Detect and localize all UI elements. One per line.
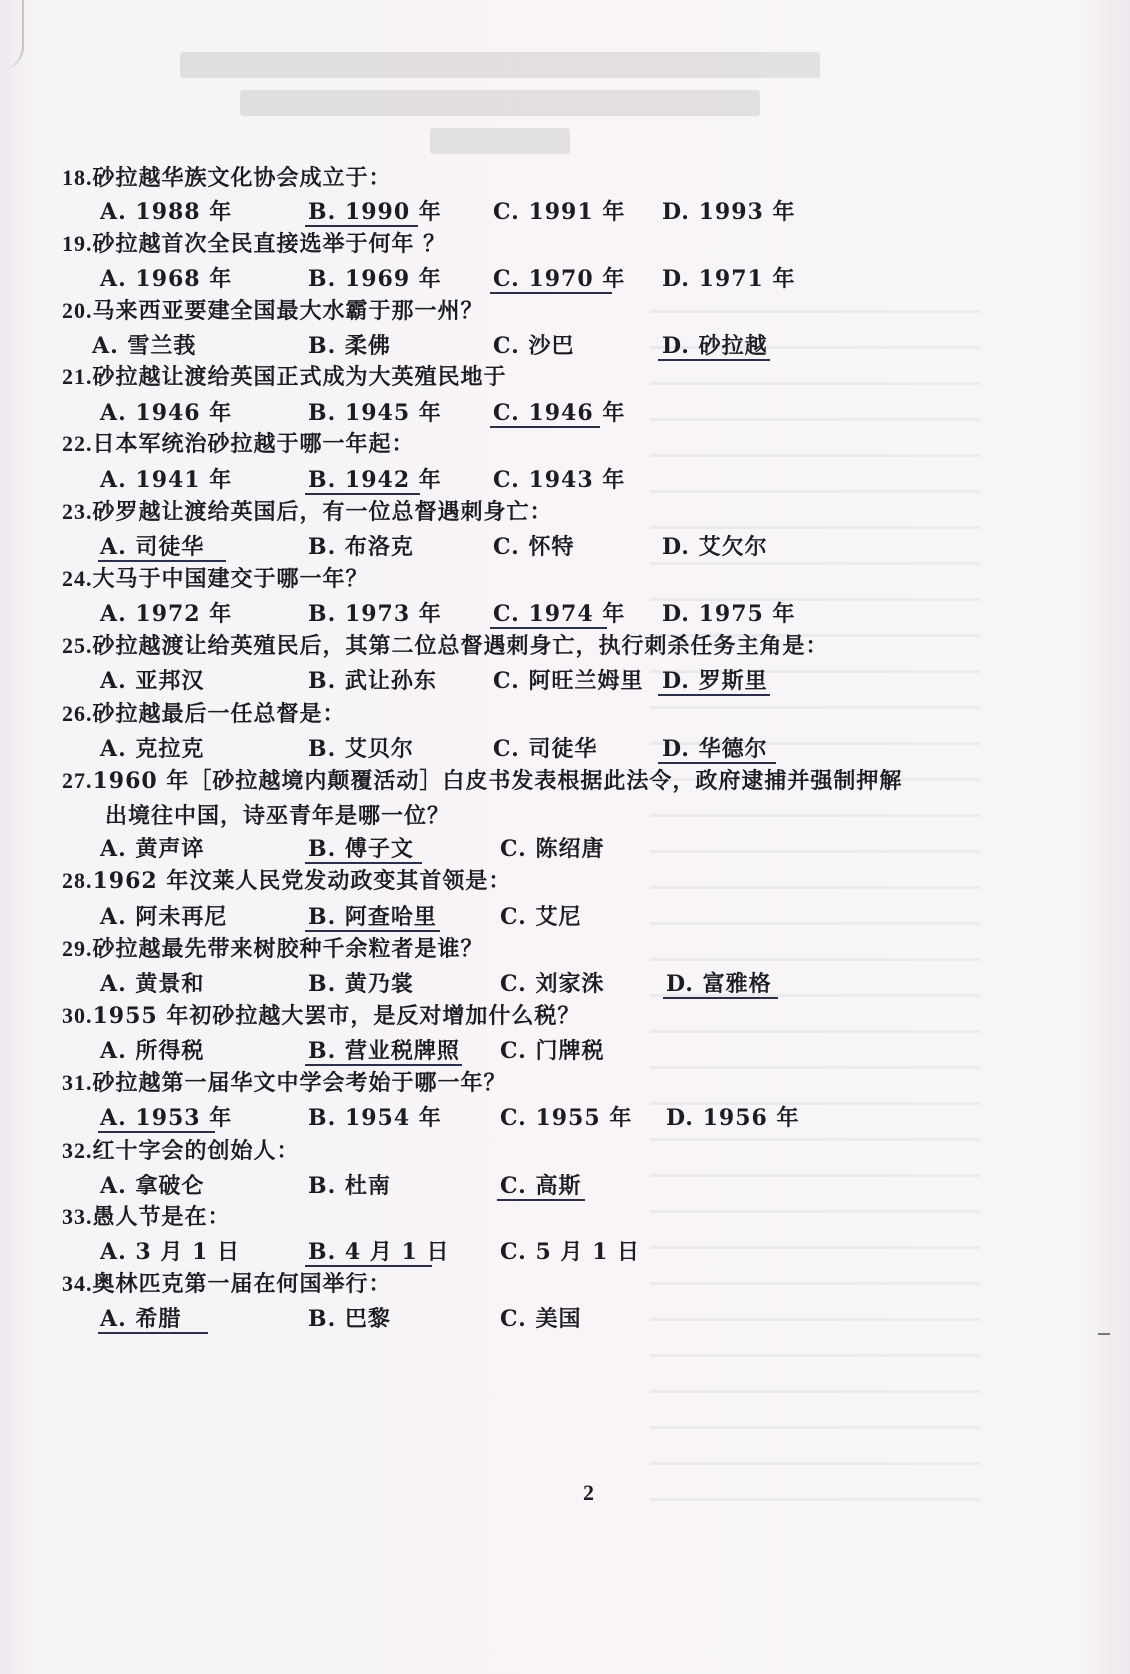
question-text: 砂拉越渡让给英殖民后，其第二位总督遇刺身亡，执行刺杀任务主角是：: [92, 633, 829, 659]
question-stem: [62, 429, 415, 460]
question-text: 砂拉越最先带来树胶种千余粒者是谁？: [92, 936, 484, 962]
answer-option: A. 亚邦汉: [100, 668, 205, 694]
question-text: 1960 年［砂拉越境内颠覆活动］白皮书发表根据此法令，政府逮捕并强制押解: [92, 768, 903, 794]
answer-option: B. 傅子文: [308, 836, 414, 862]
question-number: 27.: [62, 768, 93, 793]
answer-option: D. 1993 年: [662, 199, 796, 225]
question-stem: [62, 1068, 507, 1099]
answer-option: A. 黄景和: [100, 971, 205, 997]
answer-option: A. 所得税: [100, 1038, 205, 1064]
question-stem: [62, 163, 392, 194]
answer-option: A. 克拉克: [100, 736, 205, 762]
answer-underline-mark: [663, 997, 778, 999]
answer-option: C. 高斯: [500, 1173, 582, 1199]
question-stem: [62, 866, 511, 897]
answer-option: A. 希腊: [100, 1306, 182, 1332]
answer-option: B. 1969 年: [308, 266, 442, 292]
question-number: 18.: [62, 165, 93, 190]
question-stem: [62, 229, 446, 260]
answer-option: B. 1942 年: [308, 467, 442, 493]
answer-option: C. 陈绍唐: [500, 836, 605, 862]
answer-option: C. 门牌税: [500, 1038, 605, 1064]
question-number: 32.: [62, 1138, 93, 1163]
answer-underline-mark: [497, 1199, 585, 1201]
question-number: 23.: [62, 499, 93, 524]
page-number: 2: [583, 1480, 594, 1505]
answer-option: D. 富雅格: [666, 971, 772, 997]
question-text: 砂拉越首次全民直接选举于何年 ？: [92, 231, 447, 257]
page-curl: [0, 0, 24, 70]
answer-underline-mark: [490, 627, 607, 629]
answer-option: D. 1975 年: [662, 601, 796, 627]
answer-underline-mark: [490, 292, 612, 294]
answer-option: D. 砂拉越: [662, 333, 768, 359]
answer-underline-mark: [305, 862, 422, 864]
answer-option: B. 黄乃裳: [308, 971, 414, 997]
question-stem: [62, 296, 484, 327]
question-stem: [62, 699, 346, 730]
question-text: 砂拉越第一届华文中学会考始于哪一年？: [92, 1070, 507, 1096]
question-text: 砂拉越华族文化协会成立于：: [92, 165, 392, 191]
question-stem: [62, 631, 829, 662]
answer-option: B. 艾贝尔: [308, 736, 414, 762]
answer-option: D. 华德尔: [662, 736, 768, 762]
answer-option: A. 1953 年: [100, 1105, 233, 1131]
answer-option: B. 布洛克: [308, 534, 414, 560]
answer-option: B. 1945 年: [308, 400, 442, 426]
question-text: 砂拉越让渡给英国正式成为大英殖民地于: [92, 364, 507, 390]
question-stem: [62, 564, 369, 595]
answer-option: C. 1970 年: [493, 266, 626, 292]
page-mark: [1098, 1333, 1110, 1335]
answer-option: C. 1943 年: [493, 467, 626, 493]
answer-option: A. 拿破仑: [100, 1173, 205, 1199]
question-text-continued: 出境往中国，诗巫青年是哪一位？: [105, 803, 451, 829]
question-stem: [62, 1001, 580, 1032]
answer-option: C. 刘家洙: [500, 971, 605, 997]
answer-underline-mark: [305, 225, 418, 227]
question-number: 33.: [62, 1204, 93, 1229]
answer-option: B. 4 月 1 日: [308, 1239, 450, 1265]
question-number: 19.: [62, 231, 93, 256]
answer-option: C. 1974 年: [493, 601, 626, 627]
question-number: 22.: [62, 431, 93, 456]
answer-underline-mark: [305, 493, 420, 495]
answer-option: D. 罗斯里: [662, 668, 768, 694]
answer-option: A. 1972 年: [100, 601, 233, 627]
answer-option: C. 沙巴: [493, 333, 575, 359]
answer-option: A. 1988 年: [100, 199, 233, 225]
question-stem: [62, 1202, 231, 1233]
answer-option: B. 营业税牌照: [308, 1038, 460, 1064]
question-text: 奥林匹克第一届在何国举行：: [92, 1271, 392, 1297]
bleed-through-text: [650, 310, 980, 1530]
question-number: 31.: [62, 1070, 93, 1095]
answer-option: C. 1991 年: [493, 199, 626, 225]
answer-option: B. 武让孙东: [308, 668, 437, 694]
answer-option: C. 艾尼: [500, 904, 582, 930]
answer-option: A. 阿未再尼: [100, 904, 228, 930]
answer-option: B. 巴黎: [308, 1306, 391, 1332]
answer-underline-mark: [305, 1064, 462, 1066]
answer-option: B. 阿查哈里: [308, 904, 437, 930]
answer-underline-mark: [305, 930, 440, 932]
question-stem: [62, 1136, 300, 1167]
answer-option: C. 司徒华: [493, 736, 598, 762]
question-text: 1955 年初砂拉越大罢市，是反对增加什么税？: [92, 1003, 581, 1029]
question-text: 愚人节是在：: [92, 1204, 231, 1230]
answer-option: C. 1955 年: [500, 1105, 633, 1131]
answer-option: A. 雪兰莪: [92, 333, 197, 359]
answer-option: C. 美国: [500, 1306, 582, 1332]
question-text: 砂罗越让渡给英国后，有一位总督遇刺身亡：: [92, 499, 553, 525]
answer-option: B. 1954 年: [308, 1105, 442, 1131]
question-number: 29.: [62, 936, 93, 961]
question-text: 1962 年汶莱人民党发动政变其首领是：: [92, 868, 512, 894]
answer-option: B. 杜南: [308, 1173, 391, 1199]
question-number: 26.: [62, 701, 93, 726]
answer-option: D. 1956 年: [666, 1105, 800, 1131]
question-stem: [62, 934, 484, 965]
question-text: 日本军统治砂拉越于哪一年起：: [92, 431, 415, 457]
answer-underline-mark: [305, 1265, 432, 1267]
question-stem: [62, 1269, 392, 1300]
question-number: 34.: [62, 1271, 93, 1296]
question-number: 25.: [62, 633, 93, 658]
question-stem: [62, 497, 553, 528]
question-number: 20.: [62, 298, 93, 323]
question-number: 28.: [62, 868, 93, 893]
question-text: 马来西亚要建全国最大水霸于那一州？: [92, 298, 484, 324]
answer-option: A. 黄声谇: [100, 836, 205, 862]
answer-option: C. 怀特: [493, 534, 575, 560]
answer-option: B. 柔佛: [308, 333, 391, 359]
answer-option: A. 1941 年: [100, 467, 233, 493]
question-text: 红十字会的创始人：: [92, 1138, 300, 1164]
question-text: 砂拉越最后一任总督是：: [92, 701, 346, 727]
question-text: 大马于中国建交于哪一年？: [92, 566, 369, 592]
question-number: 21.: [62, 364, 93, 389]
answer-option: C. 阿旺兰姆里: [493, 668, 644, 694]
answer-underline-mark: [658, 694, 770, 696]
answer-option: A. 1946 年: [100, 400, 233, 426]
question-stem: [62, 766, 902, 797]
answer-option: B. 1973 年: [308, 601, 442, 627]
answer-underline-mark: [98, 1332, 208, 1334]
answer-option: A. 3 月 1 日: [100, 1239, 240, 1265]
answer-underline-mark: [98, 560, 226, 562]
answer-option: C. 5 月 1 日: [500, 1239, 641, 1265]
question-number: 30.: [62, 1003, 93, 1028]
answer-option: B. 1990 年: [308, 199, 442, 225]
answer-underline-mark: [490, 426, 600, 428]
answer-option: C. 1946 年: [493, 400, 626, 426]
answer-underline-mark: [658, 762, 776, 764]
question-stem: [62, 362, 507, 393]
answer-option: D. 1971 年: [662, 266, 796, 292]
answer-underline-mark: [658, 359, 770, 361]
answer-option: A. 司徒华: [100, 534, 205, 560]
question-number: 24.: [62, 566, 93, 591]
answer-option: D. 艾欠尔: [662, 534, 768, 560]
answer-option: A. 1968 年: [100, 266, 233, 292]
answer-underline-mark: [98, 1131, 215, 1133]
